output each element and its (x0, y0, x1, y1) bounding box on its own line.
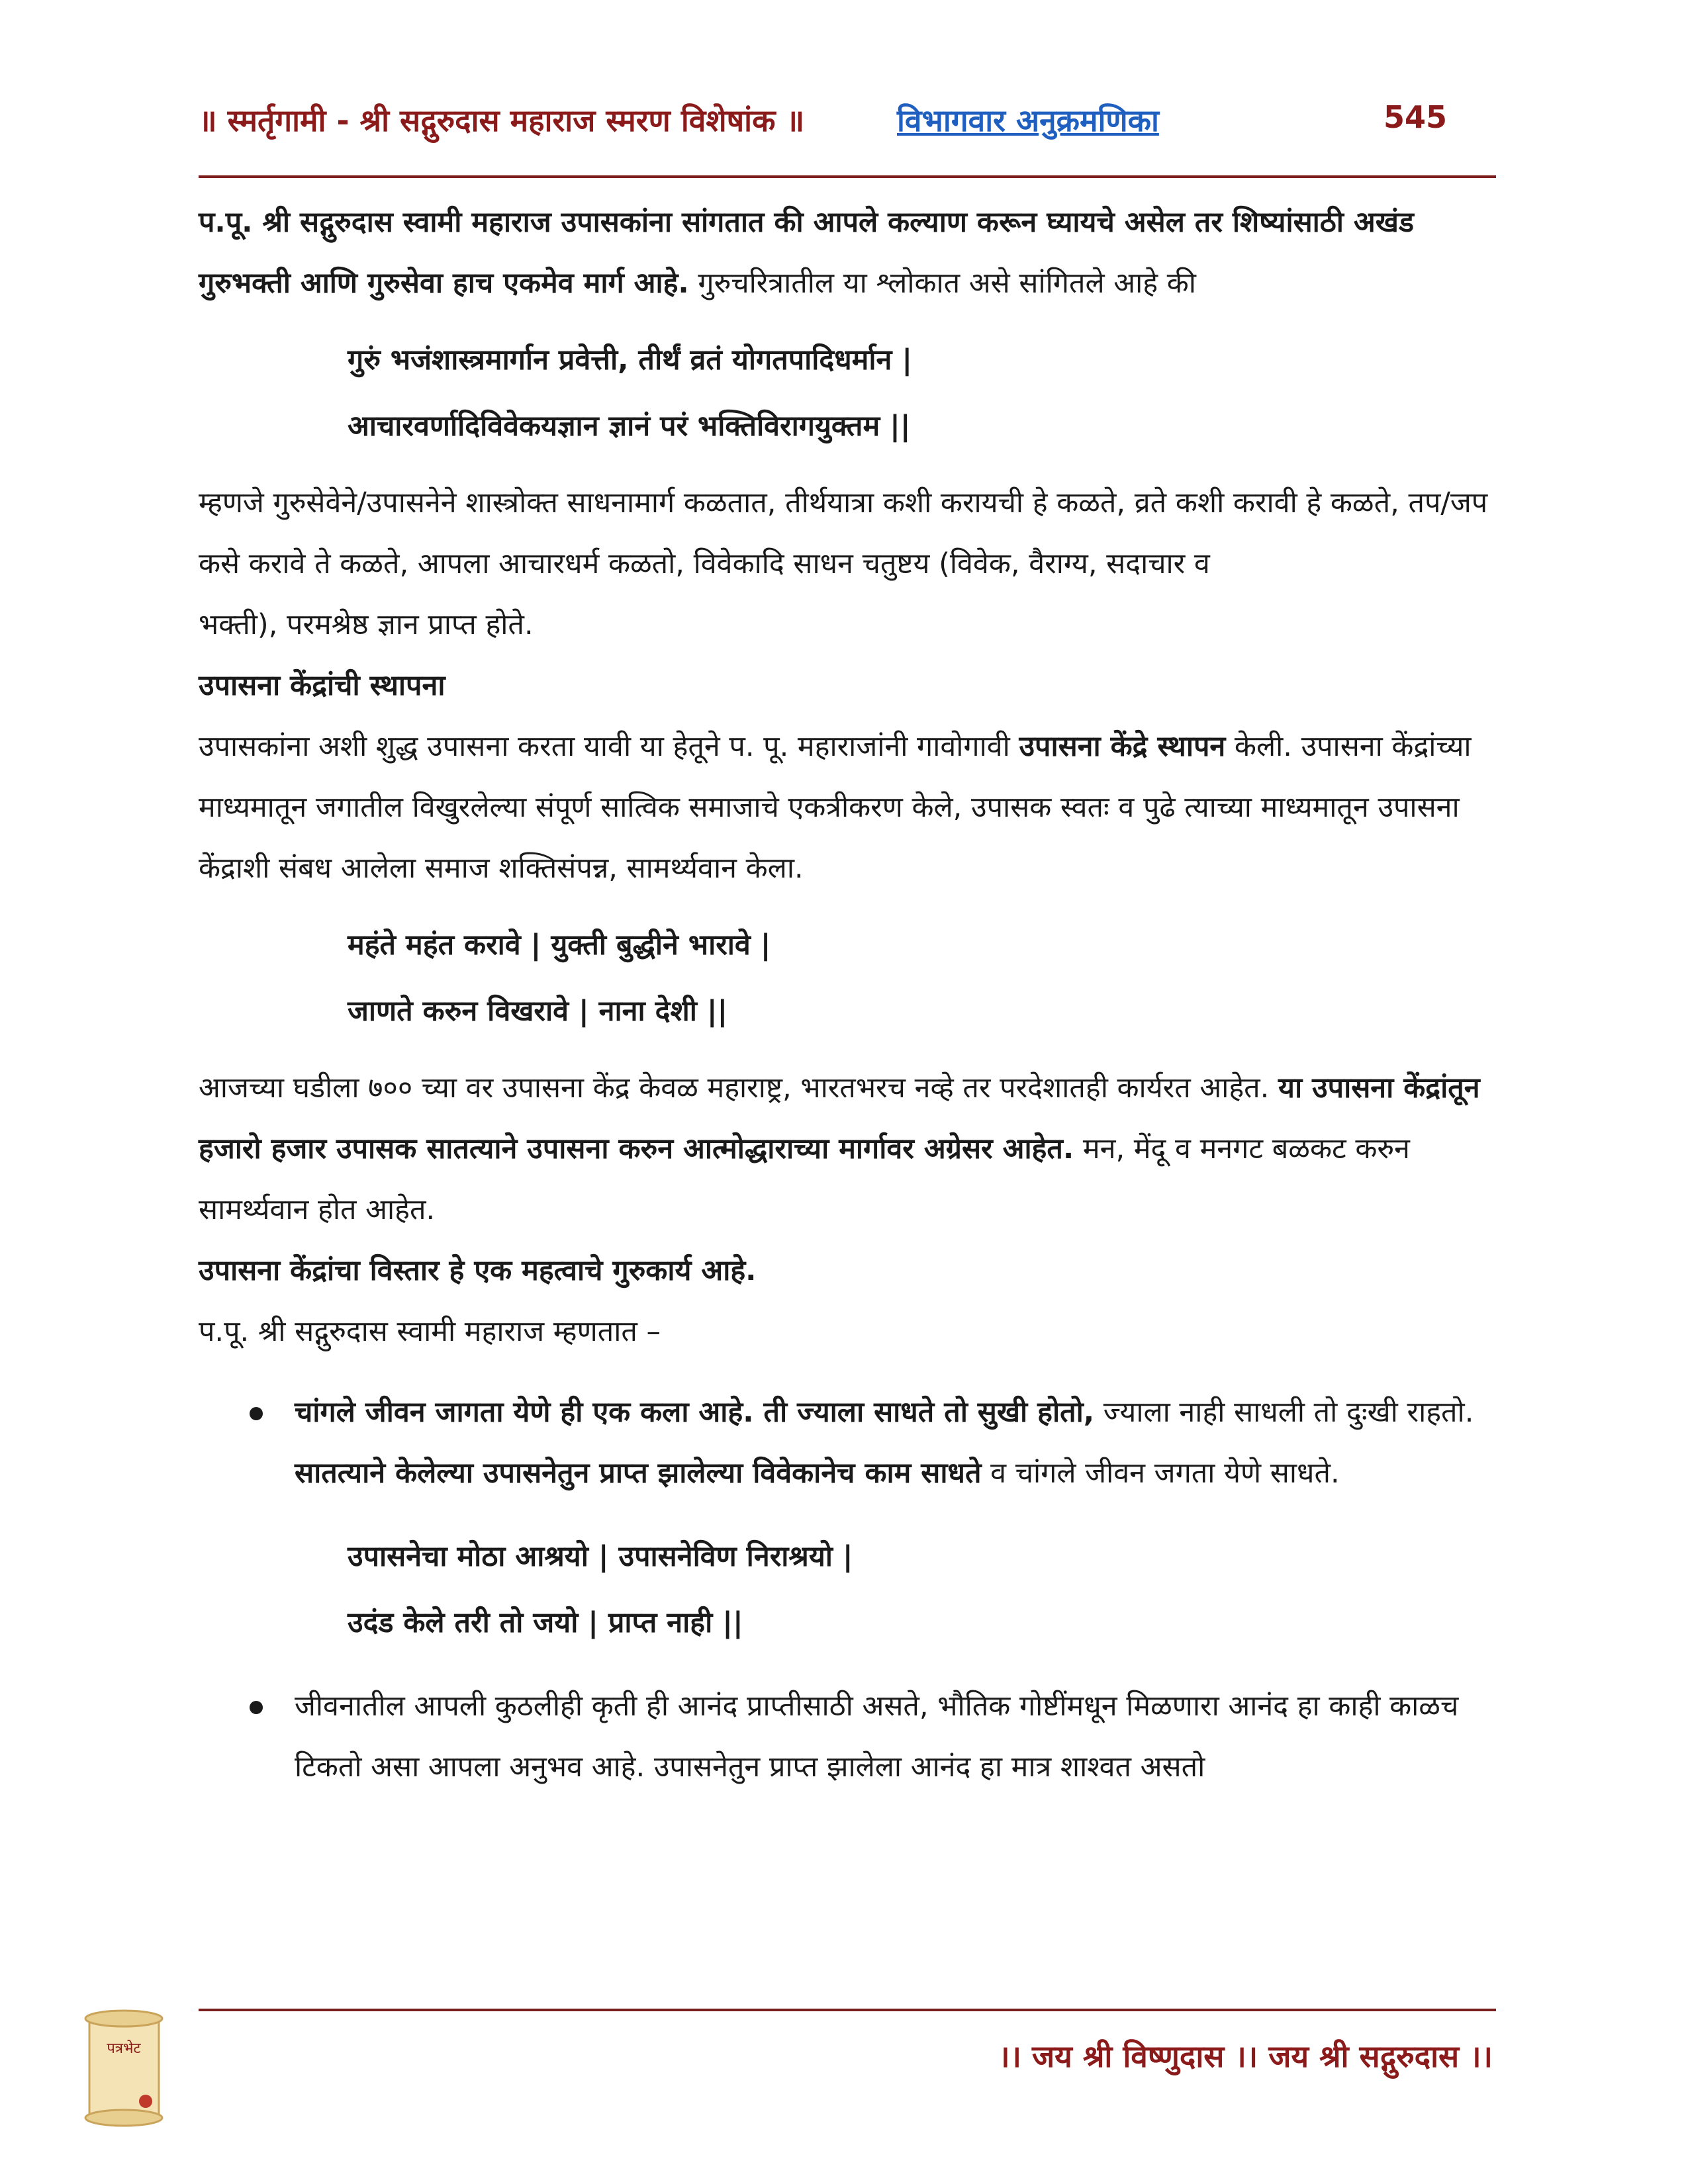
page-header (199, 99, 1496, 152)
teachings-list (199, 1382, 1496, 1504)
verse-line: आचारवर्णादिविवेकयज्ञान ज्ञानं परं भक्तिविरागयुक्तम || (348, 410, 911, 443)
bullet-bold: चांगले जीवन जागता येणे ही एक कला आहे. ती ज्याला साधते तो सुखी होतो, (295, 1396, 1095, 1429)
bullet-icon (250, 1701, 263, 1714)
teachings-list-2 (199, 1676, 1496, 1797)
centers-text-2: केली. उपासना केंद्रांच्या माध्यमातून जगातील विखुरलेल्या संपूर्ण सात्विक समाजाचे एकत्रीकरण केले, उपासक स्वतः व पुढे त्याच्या माध्यमातून उपासना केंद्राशी संबध आलेला समाज शक्तिसंपन्न, सामर्थ्यवान केला. (199, 730, 1472, 885)
centers-bold: उपासना केंद्रे स्थापन (1019, 730, 1226, 763)
centers-text: उपासकांना अशी शुद्ध उपासना करता यावी या हेतूने प. पू. महाराजांनी गावोगावी (199, 730, 1019, 763)
bullet-icon (250, 1407, 263, 1420)
footer-divider (199, 2009, 1496, 2011)
count-paragraph (199, 1058, 1496, 1240)
meaning-paragraph: म्हणजे गुरुसेवेने/उपासनेने शास्त्रोक्त साधनामार्ग कळतात, तीर्थयात्रा कशी करायची हे कळते, व्रते कशी करावी हे कळते, तप/जप कसे करावे ते कळते, आपला आचारधर्म कळतो, विवेकादि साधन चतुष्टय (विवेक, वैराग्य, सदाचार व (199, 486, 1488, 580)
verse-line: जाणते करुन विखरावे | नाना देशी || (348, 995, 728, 1028)
verse-mahante (348, 912, 1496, 1044)
count-text-2: मन, मेंदू व मनगट बळकट करुन सामर्थ्यवान होत आहेत. (199, 1132, 1410, 1226)
section-heading: उपासना केंद्रांची स्थापना (199, 669, 445, 702)
intro-paragraph (199, 192, 1496, 314)
verse-line: उदंड केले तरी तो जयो | प्राप्त नाही || (348, 1606, 743, 1639)
header-divider (199, 175, 1496, 178)
list-item (295, 1382, 1496, 1504)
count-text: आजच्या घडीला ७०० च्या वर उपासना केंद्र केवळ महाराष्ट्र, भारतभरच नव्हे तर परदेशातही कार्यरत आहेत. (199, 1071, 1279, 1105)
patrabhet-logo (83, 2005, 169, 2131)
section-index-link[interactable]: विभागवार अनुक्रमणिका (897, 103, 1159, 138)
footer-slogan: ।। जय श्री विष्णुदास ।। जय श्री सद्गुरुदास ।। (998, 2038, 1493, 2074)
verse-line: महंते महंत करावे | युक्ती बुद्धीने भारावे | (348, 929, 771, 962)
quote-intro: प.पू. श्री सद्गुरुदास स्वामी महाराज म्हणतात – (199, 1315, 661, 1348)
centers-paragraph (199, 716, 1496, 899)
verse-line: गुरुं भजंशास्त्रमार्गान प्रवेत्ती, तीर्थं व्रतं योगतपादिधर्मान | (348, 343, 913, 377)
page-number: 545 (1383, 99, 1448, 135)
expansion-heading: उपासना केंद्रांचा विस्तार हे एक महत्वाचे गुरुकार्य आहे. (199, 1254, 757, 1287)
bullet-text: ज्याला नाही साधली तो दुःखी राहतो. (1094, 1396, 1474, 1429)
page-body (199, 192, 1496, 1817)
verse-line: उपासनेचा मोठा आश्रयो | उपासनेविण निराश्रयो | (348, 1540, 853, 1573)
list-item (295, 1676, 1496, 1797)
intro-bold: प.पू. श्री सद्गुरुदास स्वामी महाराज उपासकांना सांगतात की आपले कल्याण करून घ्यायचे असेल तर शिष्यांसाठी अखंड गुरुभक्ती आणि गुरुसेवा हाच एकमेव मार्ग आहे. (199, 206, 1414, 300)
bullet-text-2: व चांगले जीवन जगता येणे साधते. (981, 1457, 1340, 1490)
meaning-paragraph-end: भक्ती), परमश्रेष्ठ ज्ञान प्राप्त होते. (199, 608, 534, 641)
count-bold: या उपासना केंद्रांतून हजारो हजार उपासक सातत्याने उपासना करुन आत्मोद्धाराच्या मार्गावर अग्रेसर आहेत. (199, 1071, 1480, 1165)
verse-guru-bhajan (348, 327, 1496, 459)
scroll-icon (83, 2005, 169, 2131)
verse-upasana (348, 1524, 1496, 1656)
bullet-text: जीवनातील आपली कुठलीही कृती ही आनंद प्राप्तीसाठी असते, भौतिक गोष्टींमधून मिळणारा आनंद हा काही काळच टिकतो असा आपला अनुभव आहे. उपासनेतुन प्राप्त झालेला आनंद हा मात्र शाश्वत असतो (295, 1690, 1459, 1784)
magazine-title: ॥ स्मर्तृगामी - श्री सद्गुरुदास महाराज स्मरण विशेषांक ॥ (199, 103, 804, 138)
logo-text: पत्रभेट (107, 2040, 141, 2057)
intro-text: गुरुचरित्रातील या श्लोकात असे सांगितले आहे की (688, 267, 1196, 300)
bullet-bold-2: सातत्याने केलेल्या उपासनेतुन प्राप्त झालेल्या विवेकानेच काम साधते (295, 1457, 982, 1490)
